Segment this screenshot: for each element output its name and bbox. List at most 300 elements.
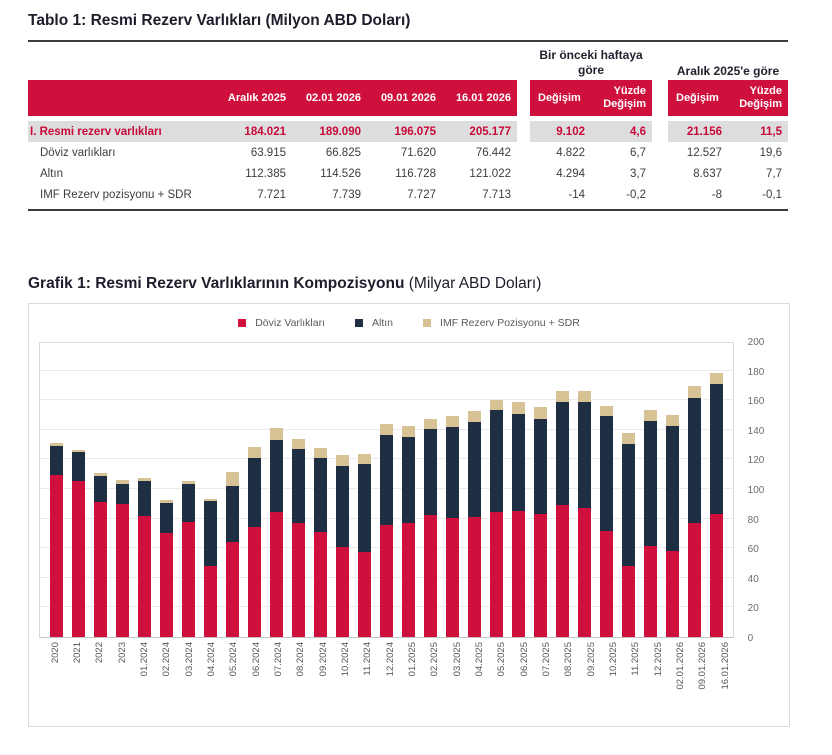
bar-cell	[221, 343, 243, 637]
bars-container	[40, 343, 733, 637]
table-bottom-rule	[28, 209, 788, 211]
bar-segment-doviz	[600, 531, 613, 637]
cell-value: 189.090	[292, 121, 367, 142]
x-axis-label	[111, 642, 133, 720]
x-axis-label-text: 07.2024	[272, 642, 284, 677]
x-axis-label	[424, 642, 446, 720]
table-row	[28, 121, 788, 142]
cell-vsdec-pct-change: 19,6	[759, 146, 782, 159]
bar-cell	[617, 343, 639, 637]
bar-segment-imf-sdr	[402, 426, 415, 437]
bar-segment-altin	[688, 398, 701, 523]
stacked-bar	[204, 499, 217, 637]
x-axis-label	[602, 642, 624, 720]
bar-cell	[705, 343, 727, 637]
bar-segment-imf-sdr	[226, 472, 239, 487]
bar-cell	[309, 343, 331, 637]
bar-segment-altin	[622, 444, 635, 566]
x-axis-label-text: 08.2025	[563, 642, 575, 677]
x-axis-label-text: 01.2025	[406, 642, 418, 677]
column-header-change: Değişim	[538, 92, 581, 104]
table-row	[28, 163, 788, 184]
chart-body	[37, 337, 781, 644]
bar-cell	[397, 343, 419, 637]
bar-segment-doviz	[72, 481, 85, 637]
bar-segment-imf-sdr	[710, 373, 723, 384]
legend-item	[238, 317, 325, 329]
x-axis-label	[200, 642, 222, 720]
plot-area	[39, 342, 734, 638]
x-axis-label-text: 02.01.2026	[674, 642, 686, 690]
y-axis-tick-label: 20	[747, 603, 759, 615]
bar-segment-altin	[424, 429, 437, 515]
stacked-bar	[600, 406, 613, 637]
bar-segment-doviz	[226, 542, 239, 637]
table-row	[28, 184, 788, 205]
bar-segment-altin	[380, 435, 393, 525]
stacked-bar	[358, 454, 371, 637]
stacked-bar	[490, 400, 503, 637]
bar-segment-doviz	[94, 502, 107, 637]
x-axis-label	[267, 642, 289, 720]
x-axis-label-text: 09.2025	[585, 642, 597, 677]
x-axis-label	[513, 642, 535, 720]
bar-segment-altin	[358, 464, 371, 552]
stacked-bar	[314, 448, 327, 637]
bar-cell	[177, 343, 199, 637]
bar-cell	[507, 343, 529, 637]
stacked-bar	[226, 472, 239, 637]
x-axis-label-text: 04.2025	[473, 642, 485, 677]
column-header-change: Değişim	[676, 92, 719, 104]
x-axis-label	[401, 642, 423, 720]
x-axis-label	[133, 642, 155, 720]
bar-segment-doviz	[292, 523, 305, 637]
column-gap	[652, 184, 668, 205]
bar-segment-imf-sdr	[578, 391, 591, 402]
pct-change-line1: Yüzde	[613, 85, 646, 97]
bar-segment-doviz	[578, 508, 591, 637]
x-axis-label-text: 10.2025	[607, 642, 619, 677]
bar-segment-doviz	[358, 552, 371, 637]
bar-segment-altin	[710, 384, 723, 515]
cell-vsdec-pct-change: 11,5	[728, 121, 788, 142]
chart-title-bold: Grafik 1: Resmi Rezerv Varlıklarının Kompozisyonu	[28, 275, 405, 292]
stacked-bar	[138, 478, 151, 637]
column-gap	[517, 163, 530, 184]
bar-segment-doviz	[380, 525, 393, 637]
chart-title-unit: (Milyar ABD Doları)	[404, 275, 542, 292]
bar-segment-altin	[314, 458, 327, 533]
table-header-band	[28, 80, 788, 116]
bar-segment-doviz	[710, 514, 723, 637]
legend-swatch-icon	[423, 319, 431, 327]
y-axis-tick-label: 140	[747, 425, 765, 437]
pct-change-line2: Değişim	[739, 98, 782, 110]
bar-segment-doviz	[138, 516, 151, 638]
x-axis-label-text: 03.2024	[183, 642, 195, 677]
chart-card	[28, 303, 790, 727]
cell-value: 76.442	[475, 146, 511, 159]
bar-segment-imf-sdr	[666, 415, 679, 426]
bar-segment-doviz	[314, 532, 327, 637]
x-axis-label	[312, 642, 334, 720]
bar-segment-altin	[204, 501, 217, 566]
bar-cell	[529, 343, 551, 637]
x-axis-label	[647, 642, 669, 720]
pct-change-line2: Değişim	[603, 98, 646, 110]
x-axis-label-text: 07.2025	[540, 642, 552, 677]
x-axis-label-text: 04.2024	[205, 642, 217, 677]
column-gap	[517, 80, 530, 116]
bar-cell	[331, 343, 353, 637]
x-axis-label-text: 11.2025	[630, 642, 642, 676]
bar-segment-altin	[270, 440, 283, 512]
cell-vsdec-change: -8	[711, 188, 722, 201]
bar-cell	[111, 343, 133, 637]
bar-segment-altin	[182, 484, 195, 523]
y-axis-tick-label: 160	[747, 396, 765, 408]
stacked-bar	[556, 391, 569, 637]
chart-legend	[37, 314, 781, 332]
bar-segment-imf-sdr	[556, 391, 569, 402]
cell-value: 114.526	[320, 167, 361, 180]
cell-value: 121.022	[469, 167, 511, 180]
table-row	[28, 142, 788, 163]
bar-segment-altin	[666, 426, 679, 551]
bar-segment-imf-sdr	[446, 416, 459, 427]
bar-segment-doviz	[336, 547, 349, 637]
stacked-bar	[402, 426, 415, 637]
column-gap	[652, 80, 668, 116]
stacked-bar	[424, 419, 437, 637]
bar-segment-altin	[512, 414, 525, 511]
bar-cell	[661, 343, 683, 637]
bar-segment-doviz	[402, 523, 415, 637]
cell-weekly-pct-change: 4,6	[591, 121, 652, 142]
group-header-spacer	[28, 42, 517, 80]
group-header-prev-week	[530, 42, 652, 80]
x-axis-label	[535, 642, 557, 720]
stacked-bar	[688, 386, 701, 637]
bar-segment-altin	[226, 486, 239, 541]
bar-cell	[463, 343, 485, 637]
x-axis-label	[44, 642, 66, 720]
bar-segment-imf-sdr	[600, 406, 613, 416]
y-axis	[734, 337, 781, 644]
bar-segment-doviz	[182, 522, 195, 637]
bar-cell	[551, 343, 573, 637]
bar-segment-doviz	[666, 551, 679, 637]
stacked-bar	[622, 433, 635, 637]
stacked-bar	[248, 447, 261, 637]
cell-value: 205.177	[442, 121, 517, 142]
bar-segment-altin	[72, 452, 85, 481]
bar-segment-doviz	[468, 517, 481, 637]
column-gap	[652, 42, 668, 80]
x-axis-label	[669, 642, 691, 720]
bar-segment-imf-sdr	[644, 410, 657, 421]
bar-segment-altin	[292, 449, 305, 523]
cell-vsdec-change: 12.527	[686, 146, 722, 159]
bar-cell	[639, 343, 661, 637]
y-axis-tick-label: 100	[747, 485, 765, 496]
y-axis-tick-label: 60	[747, 544, 759, 556]
stacked-bar	[380, 424, 393, 637]
bar-segment-imf-sdr	[248, 447, 261, 458]
bar-segment-altin	[94, 476, 107, 502]
bar-cell	[375, 343, 397, 637]
bar-cell	[441, 343, 463, 637]
bar-segment-doviz	[446, 518, 459, 637]
x-axis-label-text: 16.01.2026	[719, 642, 731, 690]
x-axis-label	[223, 642, 245, 720]
table-group-headers	[28, 42, 788, 80]
row-label: Döviz varlıkları	[40, 146, 116, 159]
bar-cell	[89, 343, 111, 637]
stacked-bar	[512, 402, 525, 637]
column-gap	[517, 121, 530, 142]
cell-weekly-change: -14	[568, 188, 585, 201]
x-axis-label-text: 03.2025	[451, 642, 463, 677]
bar-cell	[243, 343, 265, 637]
stacked-bar	[182, 481, 195, 637]
bar-segment-imf-sdr	[314, 448, 327, 458]
cell-value: 63.915	[250, 146, 286, 159]
table-title: Tablo 1: Resmi Rezerv Varlıkları (Milyon ABD Doları)	[28, 12, 411, 29]
x-axis-label-text: 11.2024	[362, 642, 374, 676]
bar-segment-imf-sdr	[622, 433, 635, 444]
bar-segment-doviz	[622, 566, 635, 637]
bar-cell	[419, 343, 441, 637]
bar-segment-altin	[534, 419, 547, 514]
bar-segment-doviz	[50, 475, 63, 637]
cell-weekly-change: 4.294	[556, 167, 585, 180]
row-label: Altın	[40, 167, 64, 180]
cell-vsdec-pct-change: -0,1	[762, 188, 782, 201]
cell-value: 7.739	[332, 188, 361, 201]
y-axis-tick-label: 80	[747, 514, 759, 526]
bar-cell	[133, 343, 155, 637]
pct-change-line1: Yüzde	[749, 85, 782, 97]
bar-segment-imf-sdr	[358, 454, 371, 465]
cell-value: 196.075	[367, 121, 442, 142]
column-gap	[652, 121, 668, 142]
column-gap	[517, 142, 530, 163]
x-axis-label-text: 08.2024	[295, 642, 307, 677]
y-axis-tick-label: 0	[747, 633, 754, 644]
bar-segment-imf-sdr	[424, 419, 437, 429]
bar-cell	[595, 343, 617, 637]
cell-value: 116.728	[395, 167, 436, 180]
column-header-date: Aralık 2025	[227, 92, 286, 104]
stacked-bar	[644, 410, 657, 637]
x-axis-label-text: 05.2024	[228, 642, 240, 677]
stacked-bar	[534, 407, 547, 637]
column-gap	[652, 163, 668, 184]
stacked-bar	[710, 373, 723, 637]
group-header-vs-december: Aralık 2025'e göre	[676, 64, 780, 78]
bar-cell	[67, 343, 89, 637]
bar-segment-doviz	[424, 515, 437, 637]
column-header-date: 09.01 2026	[380, 92, 436, 104]
bar-segment-altin	[50, 446, 63, 475]
legend-swatch-icon	[238, 319, 246, 327]
bar-segment-altin	[468, 422, 481, 517]
header-block-weekly-change	[530, 80, 652, 116]
legend-item	[355, 317, 393, 329]
bar-segment-imf-sdr	[534, 407, 547, 419]
column-gap	[517, 184, 530, 205]
bar-segment-doviz	[490, 512, 503, 638]
x-axis-label-text: 05.2025	[496, 642, 508, 677]
bar-cell	[287, 343, 309, 637]
y-axis-tick-label: 180	[747, 366, 765, 378]
bar-segment-doviz	[116, 504, 129, 637]
legend-item	[423, 317, 580, 329]
bar-segment-altin	[644, 421, 657, 546]
bar-segment-imf-sdr	[270, 428, 283, 440]
x-axis-label-text: 09.01.2026	[697, 642, 709, 690]
stacked-bar	[336, 455, 349, 637]
bar-cell	[353, 343, 375, 637]
row-label: IMF Rezerv pozisyonu + SDR	[40, 188, 192, 201]
x-axis-label	[357, 642, 379, 720]
x-axis-label-text: 01.2024	[138, 642, 150, 677]
stacked-bar	[446, 416, 459, 637]
x-axis-label	[156, 642, 178, 720]
bar-segment-altin	[600, 416, 613, 531]
stacked-bar	[578, 391, 591, 637]
cell-vsdec-change: 8.637	[693, 167, 722, 180]
bar-segment-altin	[116, 484, 129, 504]
bar-segment-doviz	[556, 505, 569, 637]
stacked-bar	[72, 450, 85, 637]
legend-swatch-icon	[355, 319, 363, 327]
bar-segment-doviz	[688, 523, 701, 637]
cell-value: 7.727	[407, 188, 436, 201]
bar-cell	[683, 343, 705, 637]
bar-segment-altin	[578, 402, 591, 508]
legend-label: Altın	[372, 317, 394, 329]
bar-segment-altin	[248, 458, 261, 527]
cell-value: 112.385	[245, 167, 286, 180]
cell-weekly-pct-change: -0,2	[626, 188, 646, 201]
x-axis-label	[379, 642, 401, 720]
x-axis-label	[692, 642, 714, 720]
table-rows	[28, 121, 788, 205]
x-axis-label-text: 2022	[94, 642, 106, 664]
y-axis-tick-label: 120	[747, 455, 765, 467]
bar-segment-altin	[490, 410, 503, 511]
header-label-spacer	[28, 80, 217, 116]
cell-value: 7.721	[257, 188, 286, 201]
bar-segment-altin	[138, 481, 151, 515]
bar-segment-doviz	[512, 511, 525, 637]
stacked-bar	[270, 428, 283, 637]
bar-segment-altin	[446, 427, 459, 518]
legend-label: Döviz Varlıkları	[255, 317, 326, 329]
x-axis-label	[558, 642, 580, 720]
cell-value: 66.825	[325, 146, 361, 159]
bar-cell	[485, 343, 507, 637]
header-block-dates	[28, 80, 517, 116]
y-axis-tick-label: 200	[747, 337, 765, 348]
stacked-bar	[116, 480, 129, 637]
group-header-prev-week-line1: Bir önceki haftaya	[539, 48, 643, 62]
chart-title	[28, 275, 788, 293]
column-gap	[652, 142, 668, 163]
x-axis-label	[89, 642, 111, 720]
column-header-date: 16.01 2026	[455, 92, 511, 104]
x-axis-label-text: 02.2025	[429, 642, 441, 677]
stacked-bar	[50, 443, 63, 637]
bar-segment-imf-sdr	[380, 424, 393, 435]
x-axis-label-text: 06.2025	[518, 642, 530, 677]
stacked-bar	[94, 473, 107, 637]
x-axis-label	[66, 642, 88, 720]
column-header-pct-change	[591, 80, 652, 116]
bar-cell	[265, 343, 287, 637]
bar-cell	[155, 343, 177, 637]
bar-segment-doviz	[644, 546, 657, 637]
stacked-bar	[666, 415, 679, 637]
x-axis-label	[580, 642, 602, 720]
x-axis-label-text: 10.2024	[339, 642, 351, 677]
x-axis-label	[446, 642, 468, 720]
x-axis-label	[245, 642, 267, 720]
x-axis-label	[491, 642, 513, 720]
x-axis-label-text: 06.2024	[250, 642, 262, 677]
stacked-bar	[468, 411, 481, 637]
x-axis-label-text: 12.2025	[652, 642, 664, 677]
legend-label: IMF Rezerv Pozisyonu + SDR	[440, 317, 580, 329]
bar-cell	[199, 343, 221, 637]
bar-segment-imf-sdr	[512, 402, 525, 414]
bar-segment-doviz	[270, 512, 283, 637]
group-header-prev-week-line2: göre	[577, 63, 604, 77]
x-axis-label	[714, 642, 736, 720]
stacked-bar	[292, 439, 305, 637]
column-header-pct-change	[728, 80, 788, 116]
column-header-date: 02.01 2026	[305, 92, 361, 104]
bar-segment-altin	[160, 503, 173, 533]
bar-segment-imf-sdr	[336, 455, 349, 466]
bar-segment-altin	[402, 437, 415, 524]
cell-weekly-pct-change: 3,7	[630, 167, 646, 180]
x-axis-label-text: 12.2024	[384, 642, 396, 677]
x-axis-label	[178, 642, 200, 720]
x-axis-label-text: 2023	[116, 642, 128, 664]
y-axis-tick-label: 40	[747, 573, 759, 585]
x-axis-label-text: 2021	[71, 642, 83, 664]
x-axis-label	[334, 642, 356, 720]
x-axis-labels	[37, 642, 741, 720]
bar-segment-imf-sdr	[490, 400, 503, 411]
bar-cell	[45, 343, 67, 637]
cell-weekly-change: 9.102	[530, 121, 591, 142]
bar-segment-doviz	[204, 566, 217, 637]
column-gap	[517, 42, 530, 80]
cell-value: 184.021	[217, 121, 292, 142]
cell-vsdec-change: 21.156	[668, 121, 728, 142]
x-axis-label	[625, 642, 647, 720]
bar-segment-altin	[336, 466, 349, 547]
cell-weekly-pct-change: 6,7	[630, 146, 646, 159]
row-label: I. Resmi rezerv varlıkları	[28, 121, 217, 142]
bar-cell	[573, 343, 595, 637]
bar-segment-imf-sdr	[468, 411, 481, 422]
